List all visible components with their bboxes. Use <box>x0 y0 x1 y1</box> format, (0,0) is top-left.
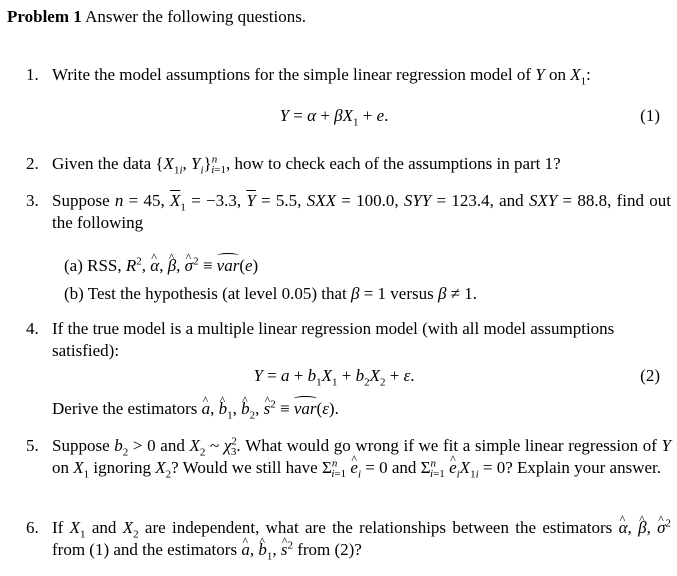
question-1-number: 1. <box>26 65 39 84</box>
question-3 <box>26 190 671 234</box>
subitem-a <box>64 255 258 277</box>
question-6-number: 6. <box>26 518 39 537</box>
question-1-text: Write the model assumptions for the simple linear regression model of Y on $X_1$: <box>52 65 591 88</box>
question-2-text: Given the data {$X_{1i}$, $Y_i\}^n_{i=1}$, how to check each of the assumptions in part 1? <box>52 153 561 177</box>
equation-1-number: (1) <box>640 106 660 125</box>
question-5 <box>26 435 671 479</box>
problem-heading <box>7 6 306 28</box>
question-4-text: If the true model is a multiple linear regression model (with all model assumptions satisfied): <box>52 319 615 360</box>
subitem-b-label: (b) <box>64 284 84 303</box>
subitem-a-label: (a) <box>64 256 83 275</box>
subitem-b-text: Test the hypothesis (at level 0.05) that β = 1 versus β ≠ 1. <box>87 284 478 303</box>
question-6 <box>26 517 671 561</box>
derive-statement: Derive the estimators ^ a, ^ $b_1$, ^ $b_2$, ^ $s^2 \equiv var(\varepsilon)$. <box>52 398 339 420</box>
question-2-number: 2. <box>26 154 39 173</box>
question-4 <box>26 318 671 362</box>
equation-1-text: $Y = \alpha + \beta X_1 + e$. <box>279 106 389 129</box>
question-5-text: Suppose $b_2 > 0$ and $X_2$ ~ $\chi^2_3$. What would go wrong if we fit a simple linear regression of Y on $X_1$ ignoring $X_2$? Would we still have $\Sigma^n_{i=1}$ ^ $e_i = 0$ and $\Sigma^n_{i=1}$ ^ $e_iX_{1i} = 0$? Explain your answer. <box>52 435 671 479</box>
question-6-text: If $X_1$ and $X_2$ are independent, what are the relationships between the estimators ^ α, ^ β, ^ $\sigma^2$ from (1) and the estimators ^ a, ^ $b_1$, ^ $s^2$ from (2)? <box>52 517 671 561</box>
problem-label: Problem 1 <box>7 7 82 26</box>
equation-2-number: (2) <box>640 366 660 385</box>
question-1 <box>26 64 671 86</box>
problem-intro: Answer the following questions. <box>85 7 307 26</box>
question-5-number: 5. <box>26 436 39 455</box>
question-3-number: 3. <box>26 191 39 210</box>
question-4-number: 4. <box>26 319 39 338</box>
subitem-a-text: RSS, $R^2$, ^ α, ^ β, ^ $\sigma^2 \equiv var(e)$ <box>87 256 258 275</box>
equation-1 <box>0 105 668 127</box>
equation-2-text: $Y = a + b_1X_1 + b_2X_2 + \varepsilon$. <box>253 366 415 389</box>
equation-2 <box>0 365 668 387</box>
question-3-text: Suppose n = 45, $\overline{X}_1 = -3.3$, $\overline{Y} = 5.5$, SXX = 100.0, SYY = 123.4, and SXY = 88.8, find out the following <box>52 191 672 232</box>
subitem-b <box>64 283 477 305</box>
question-2 <box>26 153 671 175</box>
